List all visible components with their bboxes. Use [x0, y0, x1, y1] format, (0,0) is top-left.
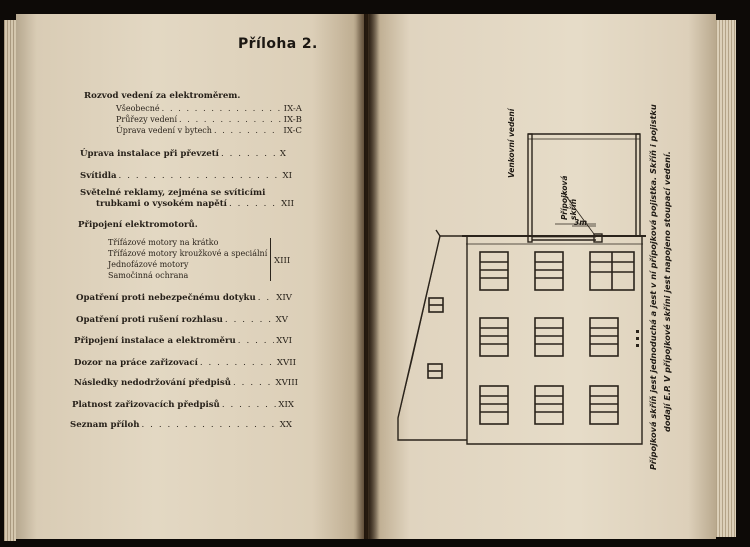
toc-section-7: Opatření proti rušení rozhlasu . . . XV — [76, 315, 288, 326]
toc-group-number: XIII — [274, 256, 291, 266]
toc-section-4: Světelné reklamy, zejména se svíticími trubkami o vysokém napětí . . . XII — [80, 188, 294, 210]
gable-windows — [428, 298, 443, 378]
toc-section-3: Svítidla . . . XI — [80, 171, 292, 182]
appendix-title: Příloha 2. — [238, 36, 318, 52]
diagram-note-line-2: dodají E.P. V přípojkové skříni jest napojeno stoupací vedení. — [662, 151, 672, 432]
window-row-middle — [480, 318, 618, 356]
toc-subitem: Úprava vedení v bytech . . . IX-C — [116, 126, 302, 137]
toc-subitem: Všeobecné . . . IX-A — [116, 104, 302, 115]
toc-subitem: Třífázové motory na krátko — [108, 238, 219, 247]
label-connection-box: Přípojková skříň — [560, 175, 578, 220]
diagram-note-line-1: Přípojková skříň jest jednoduchá a jest v ní přípojková pojistka. Skříň i pojistku — [648, 104, 658, 470]
toc-section-title: Rozvod vedení za elektroměrem. — [84, 91, 241, 101]
toc-subitem: Jednofázové motory — [108, 260, 189, 269]
toc-section-9: Dozor na práce zařizovací . . . XVII — [74, 358, 296, 369]
wall-markers — [636, 330, 639, 347]
toc-section-8: Připojení instalace a elektroměru . . . XVI — [74, 336, 292, 347]
window-row-top — [480, 252, 634, 290]
label-external-line: Venkovní vedení — [507, 108, 516, 178]
toc-section-12: Seznam příloh . . . XX — [70, 420, 292, 431]
roof-mast — [528, 134, 532, 242]
toc-section-10: Následky nedodržování předpisů . . . XVIII — [74, 378, 298, 389]
toc-subitem: Třífázové motory kroužkové a speciální — [108, 249, 268, 258]
toc-section-2: Úprava instalace při převzetí . . . X — [80, 149, 286, 160]
window-row-bottom — [480, 386, 618, 424]
toc-subitem: Průřezy vedení . . . IX-B — [116, 115, 302, 126]
toc-section-6: Opatření proti nebezpečnému dotyku . . . XIV — [76, 293, 292, 304]
toc-section-11: Platnost zařizovacích předpisů . . . XIX — [72, 400, 294, 411]
label-distance: 3m — [574, 218, 588, 227]
toc-section-title: Připojení elektromotorů. — [78, 220, 198, 230]
gable — [398, 236, 467, 440]
toc-subitem: Samočinná ochrana — [108, 271, 189, 280]
